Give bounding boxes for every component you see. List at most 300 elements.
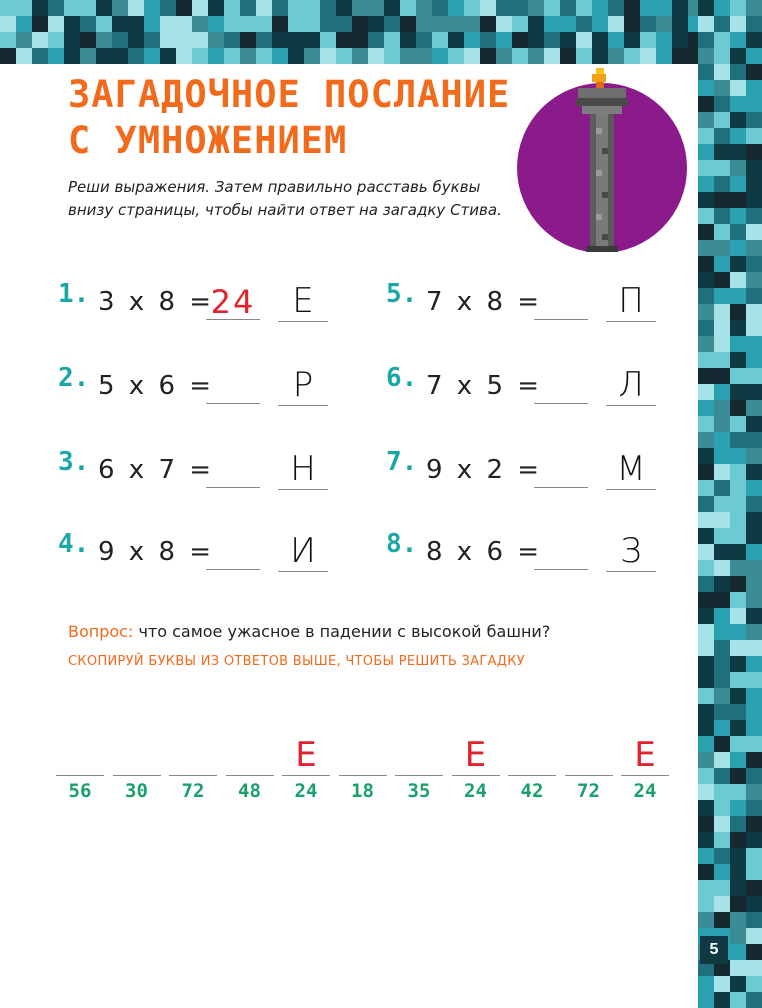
- pixel-block: [272, 48, 288, 64]
- pixel-block: [714, 352, 730, 368]
- puzzle-line: [169, 775, 217, 776]
- pixel-block: [730, 240, 746, 256]
- puzzle-number: 56: [68, 780, 92, 802]
- problem-expression: 5 x 6 =: [98, 371, 215, 401]
- pixel-block: [112, 16, 128, 32]
- pixel-block: [730, 128, 746, 144]
- pixel-block: [384, 16, 400, 32]
- pixel-block: [730, 896, 746, 912]
- pixel-block: [746, 448, 762, 464]
- pixel-block: [714, 896, 730, 912]
- pixel-block: [698, 384, 714, 400]
- puzzle-line: [452, 775, 500, 776]
- pixel-block: [384, 48, 400, 64]
- pixel-block: [698, 512, 714, 528]
- pixel-block: [746, 800, 762, 816]
- answer-letter: Л: [606, 365, 656, 406]
- answer-field[interactable]: [206, 453, 260, 488]
- pixel-block: [698, 416, 714, 432]
- pixel-block: [714, 976, 730, 992]
- pixel-block: [48, 16, 64, 32]
- puzzle-letter: Е: [295, 735, 317, 775]
- pixel-block: [698, 272, 714, 288]
- pixel-block: [746, 496, 762, 512]
- problem-expression: 7 x 5 =: [426, 371, 543, 401]
- pixel-block: [336, 0, 352, 16]
- pixel-block: [746, 272, 762, 288]
- pixel-block: [368, 16, 384, 32]
- pixel-block: [592, 0, 608, 16]
- pixel-block: [698, 896, 714, 912]
- pixel-block: [746, 112, 762, 128]
- pixel-block: [746, 480, 762, 496]
- pixel-block: [112, 32, 128, 48]
- puzzle-slot[interactable]: [452, 735, 500, 802]
- pixel-block: [96, 0, 112, 16]
- puzzle-letter: [395, 735, 443, 775]
- pixel-block: [192, 32, 208, 48]
- pixel-block: [714, 592, 730, 608]
- pixel-block: [32, 48, 48, 64]
- pixel-block: [0, 32, 16, 48]
- pixel-block: [512, 48, 528, 64]
- pixel-block: [746, 544, 762, 560]
- answer-field[interactable]: [534, 453, 588, 488]
- pixel-block: [730, 512, 746, 528]
- pixel-block: [496, 48, 512, 64]
- pixel-block: [80, 48, 96, 64]
- pixel-block: [730, 48, 746, 64]
- pixel-block: [746, 928, 762, 944]
- pixel-block: [16, 16, 32, 32]
- problem-expression: 9 x 8 =: [98, 537, 215, 567]
- pixel-block: [730, 560, 746, 576]
- pixel-block: [714, 528, 730, 544]
- pixel-block: [320, 48, 336, 64]
- pixel-block: [698, 592, 714, 608]
- puzzle-line: [282, 775, 330, 776]
- answer-field[interactable]: [534, 535, 588, 570]
- pixel-block: [256, 16, 272, 32]
- pixel-block: [698, 400, 714, 416]
- title-line-2: С УМНОЖЕНИЕМ: [68, 119, 348, 162]
- pixel-block: [176, 32, 192, 48]
- pixel-block: [746, 656, 762, 672]
- pixel-block: [746, 176, 762, 192]
- pixel-block: [640, 16, 656, 32]
- pixel-block: [714, 464, 730, 480]
- pixel-block: [746, 128, 762, 144]
- pixel-block: [698, 0, 714, 16]
- puzzle-line: [113, 775, 161, 776]
- pixel-block: [730, 880, 746, 896]
- pixel-block: [730, 0, 746, 16]
- pixel-block: [730, 528, 746, 544]
- pixel-block: [714, 624, 730, 640]
- pixel-block: [672, 0, 688, 16]
- pixel-block: [730, 400, 746, 416]
- tower-torch-icon: [516, 68, 688, 252]
- pixel-block: [746, 240, 762, 256]
- pixel-block: [416, 0, 432, 16]
- pixel-block: [730, 576, 746, 592]
- pixel-block: [730, 912, 746, 928]
- pixel-block: [624, 16, 640, 32]
- pixel-block: [384, 0, 400, 16]
- pixel-block: [746, 848, 762, 864]
- pixel-block: [730, 192, 746, 208]
- pixel-block: [464, 0, 480, 16]
- pixel-block: [714, 544, 730, 560]
- pixel-block: [714, 112, 730, 128]
- pixel-block: [714, 496, 730, 512]
- pixel-block: [714, 336, 730, 352]
- pixel-block: [208, 48, 224, 64]
- pixel-block: [698, 912, 714, 928]
- puzzle-slot[interactable]: [226, 735, 274, 802]
- pixel-block: [730, 816, 746, 832]
- pixel-border-top: [0, 0, 762, 64]
- puzzle-number: 24: [294, 780, 318, 802]
- puzzle-slot[interactable]: [565, 735, 613, 802]
- puzzle-line: [621, 775, 669, 776]
- pixel-block: [730, 656, 746, 672]
- pixel-block: [512, 16, 528, 32]
- pixel-block: [480, 16, 496, 32]
- puzzle-letter: Е: [464, 735, 487, 775]
- pixel-block: [512, 32, 528, 48]
- pixel-block: [698, 432, 714, 448]
- question-text: [68, 622, 550, 641]
- pixel-block: [746, 160, 762, 176]
- pixel-block: [698, 448, 714, 464]
- pixel-block: [448, 32, 464, 48]
- pixel-block: [698, 608, 714, 624]
- pixel-block: [698, 560, 714, 576]
- pixel-block: [16, 0, 32, 16]
- pixel-block: [746, 16, 762, 32]
- pixel-block: [698, 144, 714, 160]
- pixel-block: [746, 528, 762, 544]
- pixel-block: [746, 64, 762, 80]
- pixel-block: [714, 816, 730, 832]
- pixel-block: [368, 32, 384, 48]
- pixel-block: [304, 48, 320, 64]
- puzzle-number: 18: [351, 780, 374, 802]
- pixel-block: [730, 688, 746, 704]
- pixel-block: [730, 208, 746, 224]
- pixel-block: [714, 800, 730, 816]
- answer-field[interactable]: [534, 285, 588, 320]
- pixel-block: [698, 624, 714, 640]
- pixel-block: [240, 0, 256, 16]
- pixel-block: [730, 768, 746, 784]
- pixel-block: [656, 16, 672, 32]
- pixel-block: [656, 32, 672, 48]
- answer-letter: И: [278, 531, 328, 572]
- pixel-block: [128, 48, 144, 64]
- pixel-block: [698, 640, 714, 656]
- pixel-block: [480, 48, 496, 64]
- pixel-block: [144, 0, 160, 16]
- pixel-block: [64, 16, 80, 32]
- pixel-block: [432, 0, 448, 16]
- pixel-block: [746, 288, 762, 304]
- pixel-block: [288, 0, 304, 16]
- answer-letter: З: [606, 531, 656, 572]
- puzzle-slot[interactable]: [395, 735, 443, 802]
- pixel-block: [192, 16, 208, 32]
- pixel-block: [608, 0, 624, 16]
- puzzle-line: [226, 775, 274, 776]
- pixel-block: [96, 48, 112, 64]
- pixel-block: [698, 864, 714, 880]
- pixel-block: [240, 16, 256, 32]
- puzzle-letter: Е: [634, 735, 656, 775]
- puzzle-slot[interactable]: [508, 735, 556, 802]
- pixel-block: [746, 864, 762, 880]
- pixel-block: [336, 32, 352, 48]
- puzzle-line: [565, 775, 613, 776]
- answer-field[interactable]: [206, 369, 260, 404]
- pixel-block: [368, 0, 384, 16]
- pixel-block: [714, 784, 730, 800]
- pixel-block: [730, 752, 746, 768]
- pixel-block: [672, 48, 688, 64]
- pixel-block: [698, 816, 714, 832]
- pixel-block: [698, 768, 714, 784]
- pixel-block: [352, 0, 368, 16]
- pixel-block: [746, 912, 762, 928]
- puzzle-letter: [226, 735, 274, 775]
- pixel-block: [96, 32, 112, 48]
- pixel-block: [560, 16, 576, 32]
- pixel-block: [256, 0, 272, 16]
- pixel-block: [528, 16, 544, 32]
- pixel-block: [144, 32, 160, 48]
- pixel-block: [746, 192, 762, 208]
- puzzle-slot[interactable]: [169, 735, 217, 802]
- pixel-block: [64, 32, 80, 48]
- pixel-block: [714, 80, 730, 96]
- pixel-block: [746, 256, 762, 272]
- pixel-block: [698, 528, 714, 544]
- pixel-block: [176, 0, 192, 16]
- pixel-block: [698, 480, 714, 496]
- question-label: Вопрос:: [68, 622, 134, 641]
- pixel-block: [208, 32, 224, 48]
- pixel-block: [624, 48, 640, 64]
- pixel-block: [400, 32, 416, 48]
- pixel-block: [48, 48, 64, 64]
- pixel-block: [432, 48, 448, 64]
- pixel-block: [624, 32, 640, 48]
- pixel-block: [256, 48, 272, 64]
- pixel-block: [746, 144, 762, 160]
- question-body: что самое ужасное в падении с высокой башни?: [133, 622, 551, 641]
- pixel-block: [80, 0, 96, 16]
- pixel-block: [746, 464, 762, 480]
- pixel-block: [730, 32, 746, 48]
- pixel-block: [32, 32, 48, 48]
- pixel-block: [730, 256, 746, 272]
- pixel-block: [730, 176, 746, 192]
- puzzle-letter: [508, 735, 556, 775]
- pixel-block: [400, 0, 416, 16]
- puzzle-slot[interactable]: [282, 735, 330, 802]
- puzzle-number: 24: [633, 780, 657, 802]
- pixel-block: [0, 48, 16, 64]
- pixel-block: [730, 640, 746, 656]
- pixel-block: [730, 944, 746, 960]
- pixel-block: [272, 16, 288, 32]
- puzzle-letter: [169, 735, 217, 775]
- pixel-block: [698, 336, 714, 352]
- pixel-block: [48, 32, 64, 48]
- pixel-block: [746, 816, 762, 832]
- pixel-block: [730, 832, 746, 848]
- pixel-block: [730, 992, 746, 1008]
- pixel-block: [320, 16, 336, 32]
- pixel-block: [714, 160, 730, 176]
- pixel-block: [698, 800, 714, 816]
- page-title: [68, 72, 510, 164]
- pixel-block: [288, 16, 304, 32]
- pixel-block: [144, 48, 160, 64]
- answer-field[interactable]: [206, 535, 260, 570]
- pixel-block: [512, 0, 528, 16]
- puzzle-slot[interactable]: [339, 735, 387, 802]
- pixel-block: [714, 368, 730, 384]
- pixel-block: [730, 224, 746, 240]
- pixel-block: [714, 208, 730, 224]
- pixel-block: [698, 128, 714, 144]
- answer-letter: М: [606, 449, 656, 490]
- pixel-block: [698, 80, 714, 96]
- pixel-block: [528, 32, 544, 48]
- pixel-block: [730, 112, 746, 128]
- puzzle-number: 48: [238, 780, 261, 802]
- pixel-block: [224, 16, 240, 32]
- pixel-block: [416, 16, 432, 32]
- pixel-block: [608, 48, 624, 64]
- puzzle-slot[interactable]: [621, 735, 669, 802]
- pixel-block: [698, 976, 714, 992]
- pixel-block: [698, 752, 714, 768]
- pixel-block: [698, 256, 714, 272]
- pixel-block: [698, 672, 714, 688]
- pixel-block: [544, 32, 560, 48]
- puzzle-number: 42: [520, 780, 544, 802]
- pixel-block: [672, 16, 688, 32]
- pixel-block: [714, 272, 730, 288]
- puzzle-letter: [113, 735, 161, 775]
- pixel-block: [746, 752, 762, 768]
- pixel-block: [730, 480, 746, 496]
- pixel-block: [698, 720, 714, 736]
- puzzle-number: 35: [407, 780, 431, 802]
- pixel-block: [714, 912, 730, 928]
- pixel-block: [714, 704, 730, 720]
- pixel-block: [746, 992, 762, 1008]
- pixel-block: [432, 16, 448, 32]
- puzzle-slot[interactable]: [113, 735, 161, 802]
- pixel-block: [698, 576, 714, 592]
- pixel-block: [746, 304, 762, 320]
- answer-field[interactable]: 24: [206, 285, 260, 320]
- pixel-block: [746, 640, 762, 656]
- pixel-block: [714, 128, 730, 144]
- pixel-block: [0, 0, 16, 16]
- pixel-block: [576, 32, 592, 48]
- pixel-block: [714, 16, 730, 32]
- pixel-block: [714, 752, 730, 768]
- pixel-block: [368, 48, 384, 64]
- problem-expression: 3 x 8 =: [98, 287, 215, 317]
- pixel-block: [416, 48, 432, 64]
- puzzle-slot[interactable]: [56, 735, 104, 802]
- pixel-block: [160, 0, 176, 16]
- intro-text: Реши выражения. Затем правильно расставь буквы внизу страницы, чтобы найти ответ на загадку Стива.: [68, 178, 502, 219]
- pixel-block: [746, 400, 762, 416]
- pixel-block: [746, 336, 762, 352]
- pixel-block: [96, 16, 112, 32]
- puzzle-letter: [339, 735, 387, 775]
- instruction-text: СКОПИРУЙ БУКВЫ ИЗ ОТВЕТОВ ВЫШЕ, ЧТОБЫ РЕШИТЬ ЗАГАДКУ: [68, 654, 525, 669]
- answer-field[interactable]: [534, 369, 588, 404]
- pixel-block: [32, 0, 48, 16]
- pixel-block: [698, 464, 714, 480]
- pixel-block: [714, 880, 730, 896]
- pixel-block: [560, 0, 576, 16]
- pixel-block: [698, 736, 714, 752]
- pixel-block: [730, 496, 746, 512]
- pixel-block: [336, 16, 352, 32]
- problem-number: 6.: [386, 363, 418, 393]
- pixel-block: [730, 720, 746, 736]
- pixel-block: [698, 48, 714, 64]
- puzzle-letter: [56, 735, 104, 775]
- pixel-block: [746, 320, 762, 336]
- pixel-block: [352, 16, 368, 32]
- pixel-block: [746, 880, 762, 896]
- pixel-block: [714, 48, 730, 64]
- pixel-block: [160, 32, 176, 48]
- pixel-block: [672, 32, 688, 48]
- pixel-block: [714, 96, 730, 112]
- pixel-block: [112, 48, 128, 64]
- pixel-block: [698, 176, 714, 192]
- pixel-block: [714, 32, 730, 48]
- answer-letter: Н: [278, 449, 328, 490]
- pixel-block: [746, 768, 762, 784]
- pixel-block: [304, 0, 320, 16]
- pixel-block: [320, 32, 336, 48]
- pixel-block: [730, 608, 746, 624]
- pixel-block: [714, 560, 730, 576]
- pixel-block: [608, 16, 624, 32]
- pixel-block: [698, 304, 714, 320]
- pixel-block: [730, 976, 746, 992]
- pixel-block: [416, 32, 432, 48]
- puzzle-number: 24: [464, 780, 487, 802]
- pixel-block: [714, 848, 730, 864]
- pixel-block: [208, 16, 224, 32]
- pixel-block: [480, 0, 496, 16]
- pixel-block: [746, 96, 762, 112]
- answer-letter: П: [606, 281, 656, 322]
- pixel-block: [714, 656, 730, 672]
